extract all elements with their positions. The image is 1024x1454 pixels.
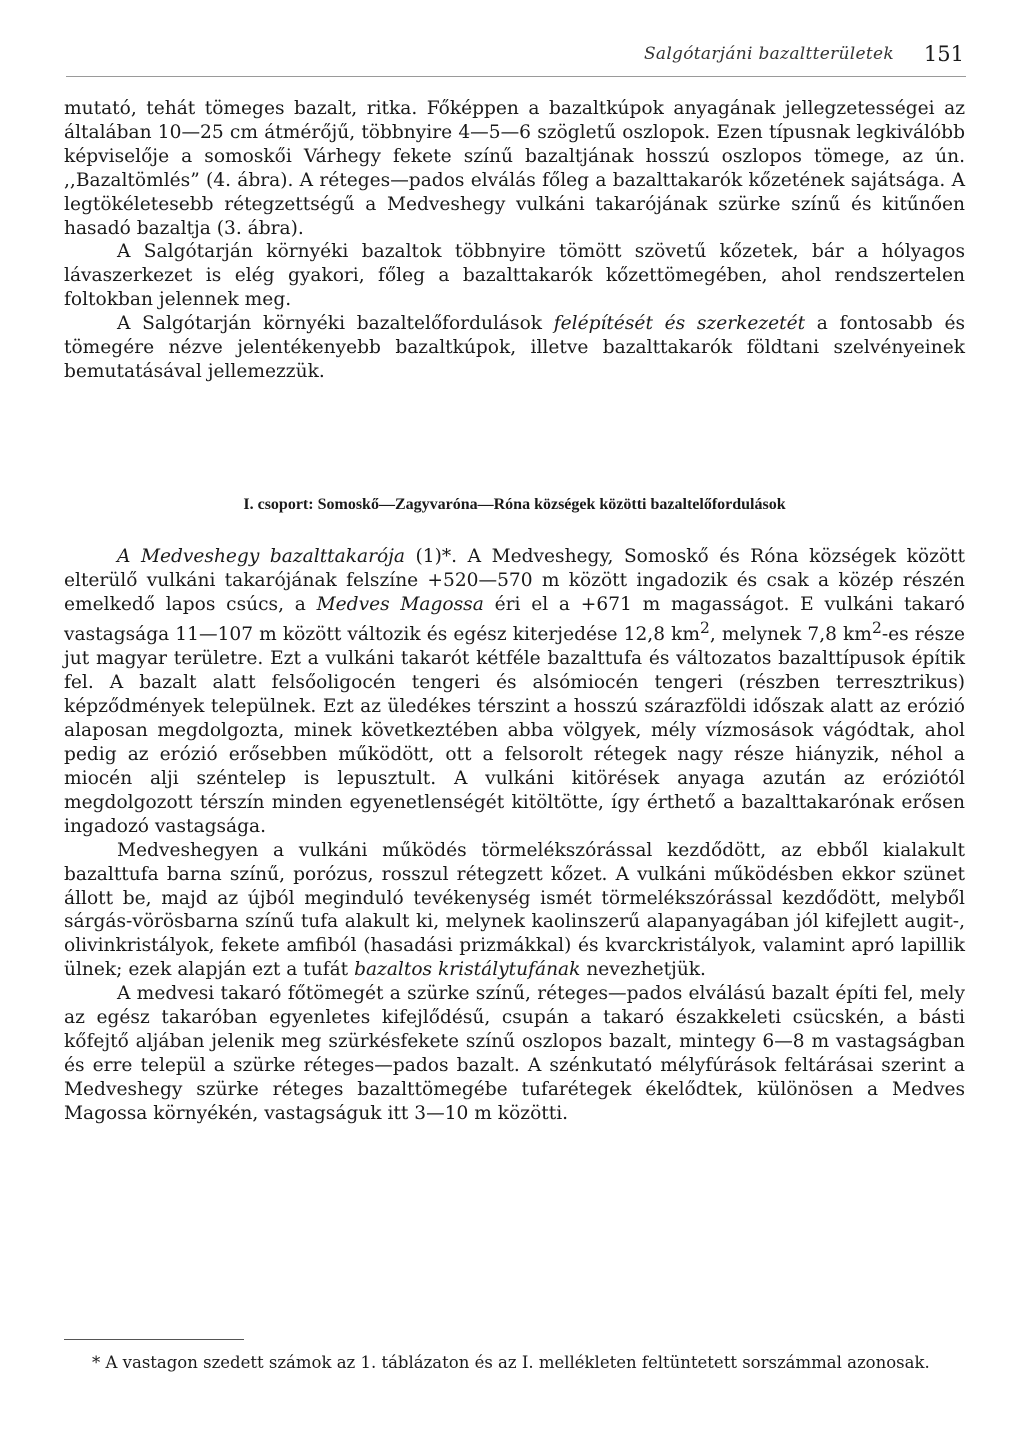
intro-text [64,97,965,384]
superscript: 2 [700,618,710,637]
emphasis: felépítését és szerkezetét [553,313,806,335]
text-run: -es része jut magyar területre. Ezt a vulkáni takarót kétféle bazalttufa és változatos bazalttípusok építik fel. A bazalt alatt felsőoligocén tengeri és alsómiocén tengeri (részben terresztrikus) képződmények települnek. Ezt az üledékes térszint a hosszú szárazföldi időszak alatt az erózió alaposan megdolgozta, minek következtében abba völgyek, mély vízmosások vágódtak, ahol pedig az erózió erősebben működött, ott a felsorolt rétegek nagy része hiányzik, néhol a miocén alji széntelep is lepusztult. A vulkáni kitörések anyaga azután az eróziótól megdolgozott térszín minden egyenetlenségét kitöltötte, így érthető a bazalttakarónak erősen ingadozó vastagsága. [64,624,965,837]
superscript: 2 [871,618,882,637]
text-run: A Salgótarján környéki bazaltelőfordulások [117,313,554,335]
text-run: a fontosabb és tömegére nézve jelentékenyebb bazaltkúpok, illetve bazalttakarók földtani szelvényeinek bemutatásával jellemezzük. [64,313,965,382]
paragraph: mutató, tehát tömeges bazalt, ritka. Főképpen a bazaltkúpok anyagának jellegzetességei az általában 10—25 cm átmérőjű, többnyire 4—5—6 szögletű oszlopok. Ezen típusnak legkiválóbb képviselője a somoskői Várhegy fekete színű bazaltjának hosszú oszlopos tömege, az ún. ,,Bazaltömlés” (4. ábra). A réteges—pados elválás főleg a bazalttakarók kőzetének sajátsága. A legtökéletesebb rétegzettségű a Medveshegy vulkáni takarójának szürke színű és kitűnően hasadó bazaltja (3. ábra). [64,98,965,239]
footnote-divider [64,1339,244,1340]
text-run: (1)*. A Medveshegy, Somoskő és Róna községek között elterülő vulkáni takarójának felszíne +520—570 m között ingadozik és csak a közép részén emelkedő lapos csúcs, a [64,546,966,615]
footnote [64,1352,965,1374]
page-number: 151 [923,42,964,66]
footnote-text: * A vastagon szedett számok az 1. táblázaton és az I. mellékleten feltüntetett sorszámmal azonosak. [92,1353,930,1372]
text-run: éri el a +671 m magasságot. E vulkáni takaró vastagsága 11—107 m között változik és egész kiterjedése 12,8 km [64,593,966,646]
text-run: nevezhetjük. [580,959,706,981]
paragraph [64,839,965,983]
text-run: Medveshegyen a vulkáni működés törmelékszórással kezdődött, az ebből kialakult bazalttufa barna színű, porózus, rosszul rétegzett kőzet. A vulkáni működésben ekkor szünet állott be, majd az újból meginduló tevékenység ismét törmelékszórással kezdődött, melyből sárgás-vörösbarna színű tufa alakult ki, melynek kaolinszerű alapanyagában jól kifejlett augit-, olivinkristályok, fekete amfiból (hasadási prizmákkal) és kvarckristályok, valamint apró lapillik ülnek; ezek alapján ezt a tufát [64,839,965,981]
paragraph: A Salgótarján környéki bazaltok többnyire tömött szövetű kőzetek, bár a hólyagos lávaszerkezet is elég gyakori, főleg a bazalttakarók kőzettömegében, ahol rendszertelen foltokban jelennek meg. [64,241,965,311]
section-text [64,545,965,1126]
paragraph: A medvesi takaró főtömegét a szürke színű, réteges—pados elválású bazalt építi fel, mely az egész takaróban egyenletes kifejlődésű, csupán a takaró északkeleti csücskén, a básti kőfejtő aljában jelenik meg szürkésfekete színű oszlopos bazalt, mintegy 6—8 m vastagságban és erre települ a szürke réteges—pados bazalt. A szénkutató mélyfúrások feltárásai szerint a Medveshegy szürke réteges bazalttömegébe tufarétegek ékelődtek, különösen a Medves Magossa környékén, vastagságuk itt 3—10 m közötti. [64,983,965,1125]
emphasis: Medves Magossa [316,593,484,615]
section-heading: I. csoport: Somoskő—Zagyvaróna—Róna községek közötti bazaltelőfordulások [243,496,786,513]
emphasis: A Medveshegy bazalttakarója [117,546,406,567]
running-title: Salgótarjáni bazaltterületek [643,44,894,64]
text-run: , melynek 7,8 km [709,624,872,646]
paragraph [64,545,965,839]
running-head [66,40,966,77]
emphasis: bazaltos kristálytufának [354,959,581,981]
paragraph [64,312,965,384]
